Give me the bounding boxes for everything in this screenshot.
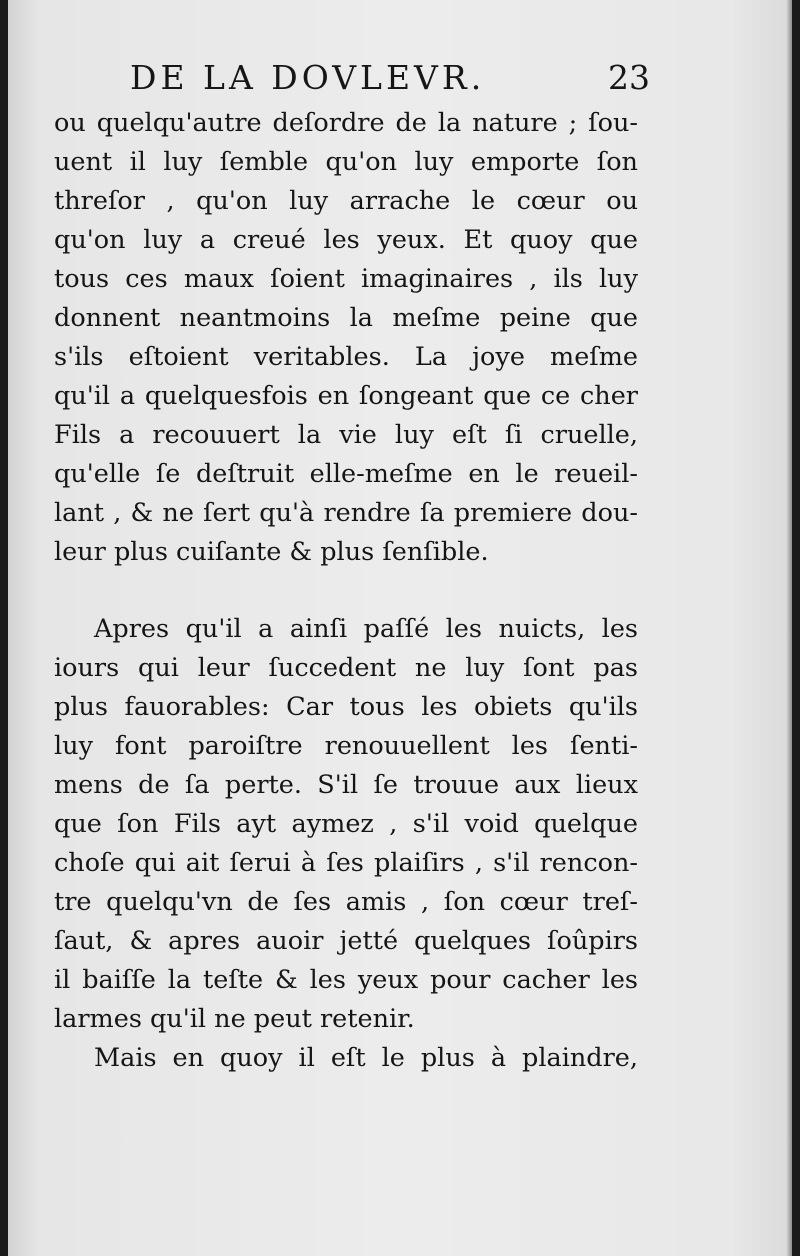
text-line: tre quelqu'vn de ſes amis , ſon cœur treſ- xyxy=(54,887,638,917)
text-line: qu'il a quelquesfois en ſongeant que ce cher xyxy=(54,381,638,411)
text-line: Mais en quoy il eſt le plus à plaindre, xyxy=(94,1043,638,1073)
body-text xyxy=(54,104,638,1078)
text-line: choſe qui ait ſerui à ſes plaiſirs , s'il rencon- xyxy=(54,848,638,878)
text-line: ſaut, & apres auoir jetté quelques ſoûpirs xyxy=(54,926,638,956)
paragraph-3 xyxy=(54,1039,638,1078)
paragraph-1 xyxy=(54,104,638,572)
text-line: luy font paroiſtre renouuellent les ſenti- xyxy=(54,731,638,761)
text-line: threſor , qu'on luy arrache le cœur ou xyxy=(54,186,638,216)
text-line: uent il luy ſemble qu'on luy emporte ſon xyxy=(54,147,638,177)
running-header xyxy=(130,48,650,104)
text-line: iours qui leur ſuccedent ne luy ſont pas xyxy=(54,653,638,683)
paragraph-spacer xyxy=(54,572,638,610)
book-page xyxy=(8,0,792,1256)
text-line: qu'elle ſe deſtruit elle-meſme en le reueil- xyxy=(54,459,638,489)
text-line: s'ils eſtoient veritables. La joye meſme xyxy=(54,342,638,372)
text-line: qu'on luy a creué les yeux. Et quoy que xyxy=(54,225,638,255)
text-line: tous ces maux ſoient imaginaires , ils luy xyxy=(54,264,638,294)
text-line: Apres qu'il a ainſi paſſé les nuicts, les xyxy=(94,614,638,644)
text-line: mens de ſa perte. S'il ſe trouue aux lieux xyxy=(54,770,638,800)
text-line: donnent neantmoins la meſme peine que xyxy=(54,303,638,333)
text-line: Fils a recouuert la vie luy eſt ſi cruelle, xyxy=(54,420,638,450)
text-line: ou quelqu'autre deſordre de la nature ; ſou- xyxy=(54,108,638,138)
text-line: leur plus cuiſante & plus ſenſible. xyxy=(54,537,489,567)
text-line: lant , & ne ſert qu'à rendre ſa premiere dou- xyxy=(54,498,638,528)
page-number: 23 xyxy=(608,58,650,97)
text-line: larmes qu'il ne peut retenir. xyxy=(54,1004,415,1034)
text-line: que ſon Fils ayt aymez , s'il void quelque xyxy=(54,809,638,839)
paragraph-2 xyxy=(54,610,638,1039)
text-line: il baiſſe la teſte & les yeux pour cacher les xyxy=(54,965,638,995)
text-line: plus fauorables: Car tous les obiets qu'ils xyxy=(54,692,638,722)
running-title: DE LA DOVLEVR. xyxy=(130,58,486,97)
